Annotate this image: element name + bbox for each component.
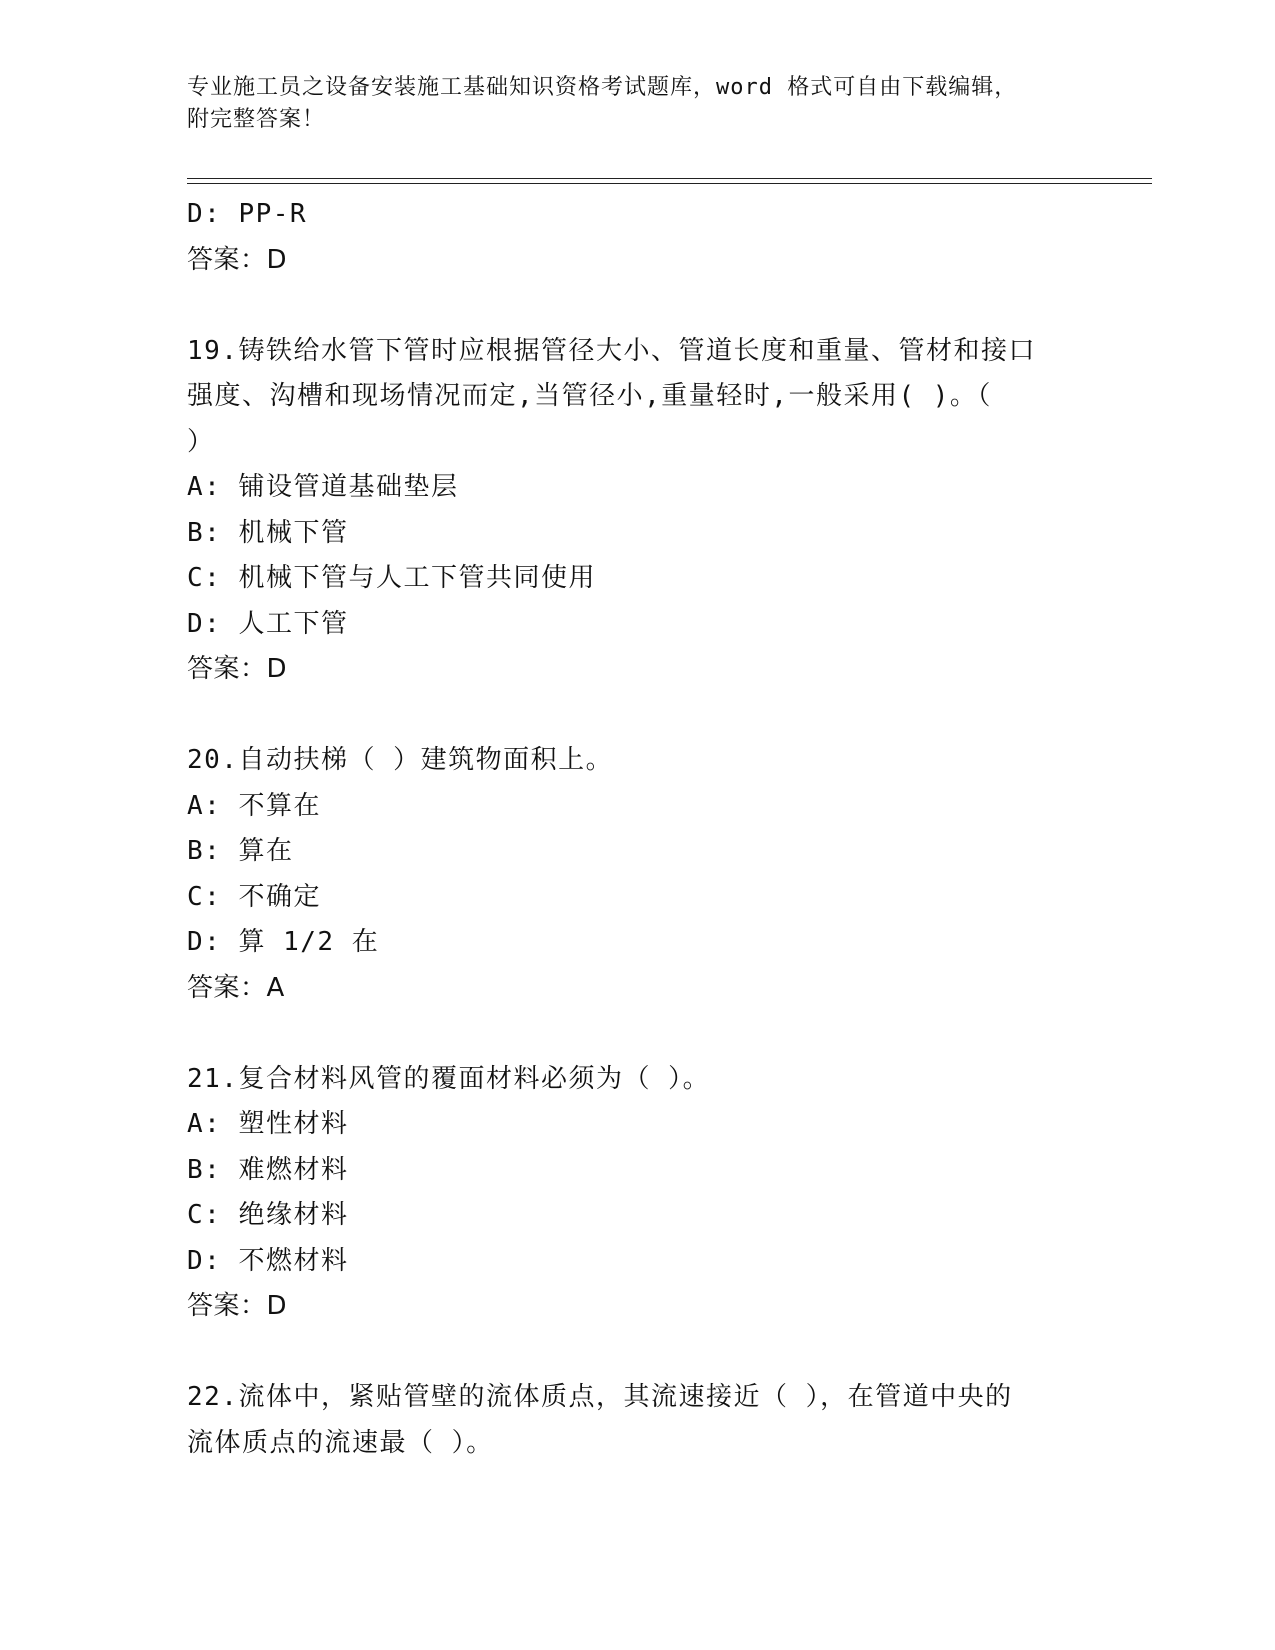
answer-line: 答案：D: [187, 244, 288, 275]
question-list: [187, 192, 1087, 1466]
spacer: [187, 283, 1087, 329]
question-19: [187, 329, 1087, 693]
spacer: [187, 1330, 1087, 1376]
question-stem: 流体质点的流速最（ ）。: [187, 1427, 494, 1458]
option-d: D: 不燃材料: [187, 1245, 349, 1276]
option-a: A: 塑性材料: [187, 1109, 349, 1139]
spacer: [187, 1011, 1087, 1057]
answer-line: 答案：D: [187, 654, 288, 684]
option-b: B: 机械下管: [187, 517, 349, 548]
answer-line: 答案：D: [187, 1291, 288, 1321]
option-d: D: 人工下管: [187, 608, 349, 639]
header-divider-bottom: [187, 183, 1152, 184]
option-d: D: PP-R: [187, 199, 308, 229]
question-stem: 19.铸铁给水管下管时应根据管径大小、管道长度和重量、管材和接口: [187, 335, 1036, 366]
option-c: C: 绝缘材料: [187, 1200, 349, 1230]
question-21: [187, 1057, 1087, 1330]
question-20: [187, 738, 1087, 1011]
option-a: A: 铺设管道基础垫层: [187, 472, 459, 502]
header-line-2: 附完整答案！: [187, 107, 326, 132]
question-stem: 22.流体中，紧贴管壁的流体质点，其流速接近（ ），在管道中央的: [187, 1382, 1013, 1412]
spacer: [187, 693, 1087, 739]
question-stem: 21.复合材料风管的覆面材料必须为（ ）。: [187, 1063, 711, 1094]
question-stem: 强度、沟槽和现场情况而定,当管径小,重量轻时,一般采用( )。（: [187, 381, 992, 411]
option-b: B: 难燃材料: [187, 1154, 349, 1185]
header-line-1: 专业施工员之设备安装施工基础知识资格考试题库，word 格式可自由下载编辑，: [187, 75, 1018, 100]
document-header: [187, 72, 1067, 136]
answer-line: 答案：A: [187, 972, 285, 1003]
option-a: A: 不算在: [187, 790, 321, 821]
question-stem: ）: [187, 426, 215, 457]
option-c: C: 不确定: [187, 881, 321, 912]
header-divider-top: [187, 178, 1152, 179]
option-c: C: 机械下管与人工下管共同使用: [187, 563, 596, 593]
option-b: B: 算在: [187, 836, 294, 866]
option-d: D: 算 1/2 在: [187, 927, 380, 957]
question-22: [187, 1375, 1087, 1466]
question-stem: 20.自动扶梯（ ）建筑物面积上。: [187, 745, 614, 775]
